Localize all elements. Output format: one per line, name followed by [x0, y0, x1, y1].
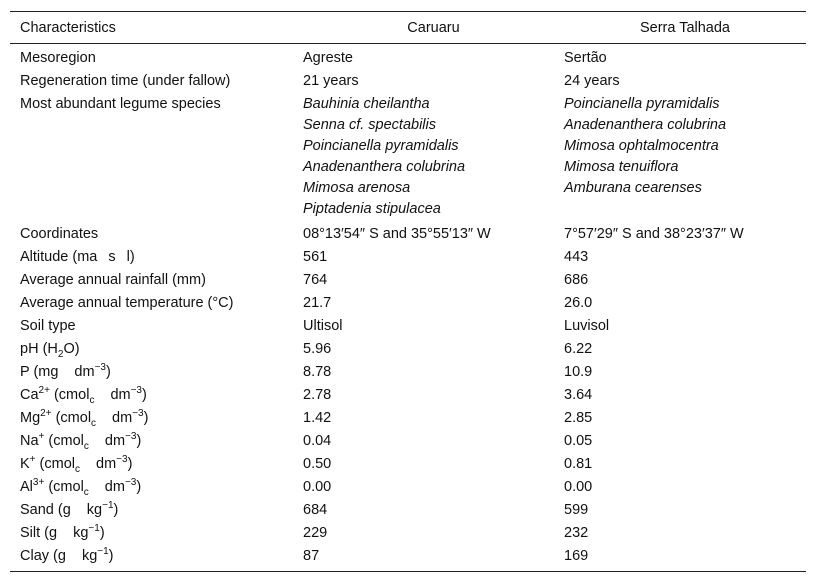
- label-part: (cmol: [51, 410, 92, 426]
- species-item: Bauhinia cheilantha: [303, 96, 430, 112]
- caruaru-calcium: 2.78: [303, 387, 332, 403]
- label-superscript: −3: [125, 431, 137, 443]
- label-subscript: c: [91, 417, 97, 429]
- label-aluminium: [10, 476, 303, 499]
- caruaru-altitude: 561: [303, 249, 328, 265]
- row-sodium: [10, 430, 806, 453]
- header-row: [10, 12, 806, 44]
- label-part: (cmol: [35, 456, 75, 472]
- row-clay: [10, 545, 806, 572]
- label-part: ): [113, 502, 119, 518]
- caruaru-temperature: 21.7: [303, 295, 332, 311]
- label-part: dm: [74, 364, 95, 380]
- label-superscript: −1: [88, 523, 100, 535]
- label-part: Ca: [20, 387, 39, 403]
- characteristics-table: [10, 11, 806, 572]
- species-item: Poincianella pyramidalis: [564, 96, 720, 112]
- row-legume-species: [10, 93, 806, 223]
- row-phosphorus: [10, 361, 806, 384]
- row-mesoregion: [10, 44, 806, 71]
- label-part: ): [99, 525, 105, 541]
- label-part: dm: [112, 410, 133, 426]
- row-ph: [10, 338, 806, 361]
- label-phosphorus: [10, 361, 303, 384]
- caruaru-regeneration-time: 21 years: [303, 73, 359, 89]
- caruaru-mesoregion: Agreste: [303, 50, 353, 66]
- caruaru-rainfall: 764: [303, 272, 328, 288]
- label-superscript: 2+: [38, 385, 50, 397]
- table-body: [10, 44, 806, 572]
- label-part: Altitude (ma: [20, 249, 98, 265]
- label-subscript: c: [83, 486, 89, 498]
- header-characteristics: Characteristics: [20, 19, 116, 36]
- label-part: (cmol: [44, 433, 84, 449]
- row-soil-type: [10, 315, 806, 338]
- serra-sand: 599: [564, 502, 589, 518]
- label-subscript: c: [75, 463, 80, 475]
- row-aluminium: [10, 476, 806, 499]
- serra-rainfall: 686: [564, 272, 589, 288]
- species-item: Mimosa arenosa: [303, 180, 411, 196]
- label-part: s: [108, 249, 116, 265]
- characteristics-table-container: [10, 11, 806, 572]
- label-superscript: −1: [97, 546, 109, 558]
- header-serra-talhada: Serra Talhada: [639, 19, 731, 36]
- label-part: Mg: [20, 410, 41, 426]
- label-soil-type: Soil type: [20, 318, 76, 334]
- label-legume-species: [10, 93, 303, 223]
- caruaru-sand: 684: [303, 502, 328, 518]
- caruaru-coordinates: 08°13′54″ S and 35°55′13″ W: [303, 226, 491, 242]
- caruaru-soil-type: Ultisol: [303, 318, 343, 334]
- label-part: ): [105, 364, 111, 380]
- serra-altitude: 443: [564, 249, 589, 265]
- label-sodium: [10, 430, 303, 453]
- label-part: ): [108, 548, 114, 564]
- label-sand: [10, 499, 303, 522]
- species-item: Senna cf. spectabilis: [303, 117, 436, 133]
- label-mesoregion: Mesoregion: [20, 50, 96, 66]
- label-calcium: [10, 384, 303, 407]
- row-silt: [10, 522, 806, 545]
- label-part: O): [63, 341, 80, 357]
- label-superscript: −3: [94, 362, 106, 374]
- species-item: Piptadenia stipulacea: [303, 201, 441, 217]
- label-part: kg: [81, 548, 98, 564]
- caruaru-ph: 5.96: [303, 341, 332, 357]
- label-ph: [10, 338, 303, 361]
- label-part: Sand (g: [20, 502, 71, 518]
- label-part: dm: [96, 456, 117, 472]
- label-superscript: 2+: [40, 408, 52, 420]
- label-subscript: c: [89, 394, 95, 406]
- species-item: Mimosa tenuiflora: [564, 159, 679, 175]
- label-clay: [10, 545, 303, 572]
- row-magnesium: [10, 407, 806, 430]
- label-part: ): [136, 479, 142, 495]
- label-potassium: [10, 453, 303, 476]
- species-item: Anadenanthera colubrina: [564, 117, 727, 133]
- label-part: ): [142, 387, 147, 403]
- label-superscript: −1: [102, 500, 114, 512]
- label-superscript: +: [38, 431, 45, 443]
- label-superscript: −3: [132, 408, 144, 420]
- label-part: Clay (g: [20, 548, 66, 564]
- label-part: (cmol: [49, 387, 90, 403]
- table-header: [10, 12, 806, 44]
- label-part: dm: [104, 433, 126, 449]
- label-subscript: c: [83, 440, 89, 452]
- label-part: ): [127, 456, 133, 472]
- serra-legume-species: [564, 93, 806, 223]
- label-subscript: 2: [57, 348, 64, 360]
- caruaru-clay: 87: [303, 548, 320, 564]
- row-rainfall: [10, 269, 806, 292]
- header-caruaru: Caruaru: [407, 19, 460, 36]
- serra-ph: 6.22: [564, 341, 593, 357]
- serra-regeneration-time: 24 years: [564, 73, 620, 89]
- caruaru-potassium: 0.50: [303, 456, 332, 472]
- serra-sodium: 0.05: [564, 433, 593, 449]
- label-superscript: +: [29, 454, 36, 466]
- label-part: dm: [110, 387, 131, 403]
- label-part: K: [20, 456, 30, 472]
- serra-potassium: 0.81: [564, 456, 593, 472]
- species-item: Poincianella pyramidalis: [303, 138, 459, 154]
- label-part: P (mg: [20, 364, 59, 380]
- serra-magnesium: 2.85: [564, 410, 593, 426]
- label-part: pH (H: [20, 341, 58, 357]
- label-part: ): [136, 433, 142, 449]
- label-superscript: −3: [130, 385, 142, 397]
- label-rainfall: Average annual rainfall (mm): [20, 272, 206, 288]
- serra-soil-type: Luvisol: [564, 318, 610, 334]
- row-coordinates: [10, 223, 806, 246]
- label-part: dm: [104, 479, 125, 495]
- serra-phosphorus: 10.9: [564, 364, 593, 380]
- label-part: Na: [20, 433, 39, 449]
- serra-coordinates: 7°57′29″ S and 38°23′37″ W: [564, 226, 744, 242]
- label-part: Silt (g: [20, 525, 58, 541]
- label-part: kg: [86, 502, 103, 518]
- species-item: Mimosa ophtalmocentra: [564, 138, 719, 154]
- label-superscript: 3+: [32, 477, 45, 489]
- row-calcium: [10, 384, 806, 407]
- label-magnesium: [10, 407, 303, 430]
- label-superscript: −3: [116, 454, 128, 466]
- row-potassium: [10, 453, 806, 476]
- row-altitude: [10, 246, 806, 269]
- serra-mesoregion: Sertão: [564, 50, 607, 66]
- serra-aluminium: 0.00: [564, 479, 593, 495]
- label-part: l): [126, 249, 135, 265]
- caruaru-silt: 229: [303, 525, 328, 541]
- caruaru-magnesium: 1.42: [303, 410, 332, 426]
- row-regeneration-time: [10, 70, 806, 93]
- caruaru-sodium: 0.04: [303, 433, 332, 449]
- caruaru-legume-species: [303, 93, 564, 223]
- serra-calcium: 3.64: [564, 387, 593, 403]
- label-coordinates: Coordinates: [20, 226, 99, 242]
- label-legume-species-text: Most abundant legume species: [20, 96, 221, 112]
- species-item: Amburana cearenses: [564, 180, 702, 196]
- species-item: Anadenanthera colubrina: [303, 159, 466, 175]
- label-altitude: [10, 246, 303, 269]
- serra-temperature: 26.0: [564, 295, 593, 311]
- label-regeneration-time: Regeneration time (under fallow): [20, 73, 231, 89]
- serra-clay: 169: [564, 548, 589, 564]
- label-part: (cmol: [44, 479, 84, 495]
- label-temperature: Average annual temperature (°C): [20, 295, 234, 311]
- row-sand: [10, 499, 806, 522]
- label-superscript: −3: [124, 477, 137, 489]
- caruaru-aluminium: 0.00: [303, 479, 332, 495]
- caruaru-phosphorus: 8.78: [303, 364, 332, 380]
- label-part: ): [143, 410, 149, 426]
- label-part: kg: [73, 525, 89, 541]
- row-temperature: [10, 292, 806, 315]
- serra-silt: 232: [564, 525, 589, 541]
- label-silt: [10, 522, 303, 545]
- label-part: Al: [20, 479, 33, 495]
